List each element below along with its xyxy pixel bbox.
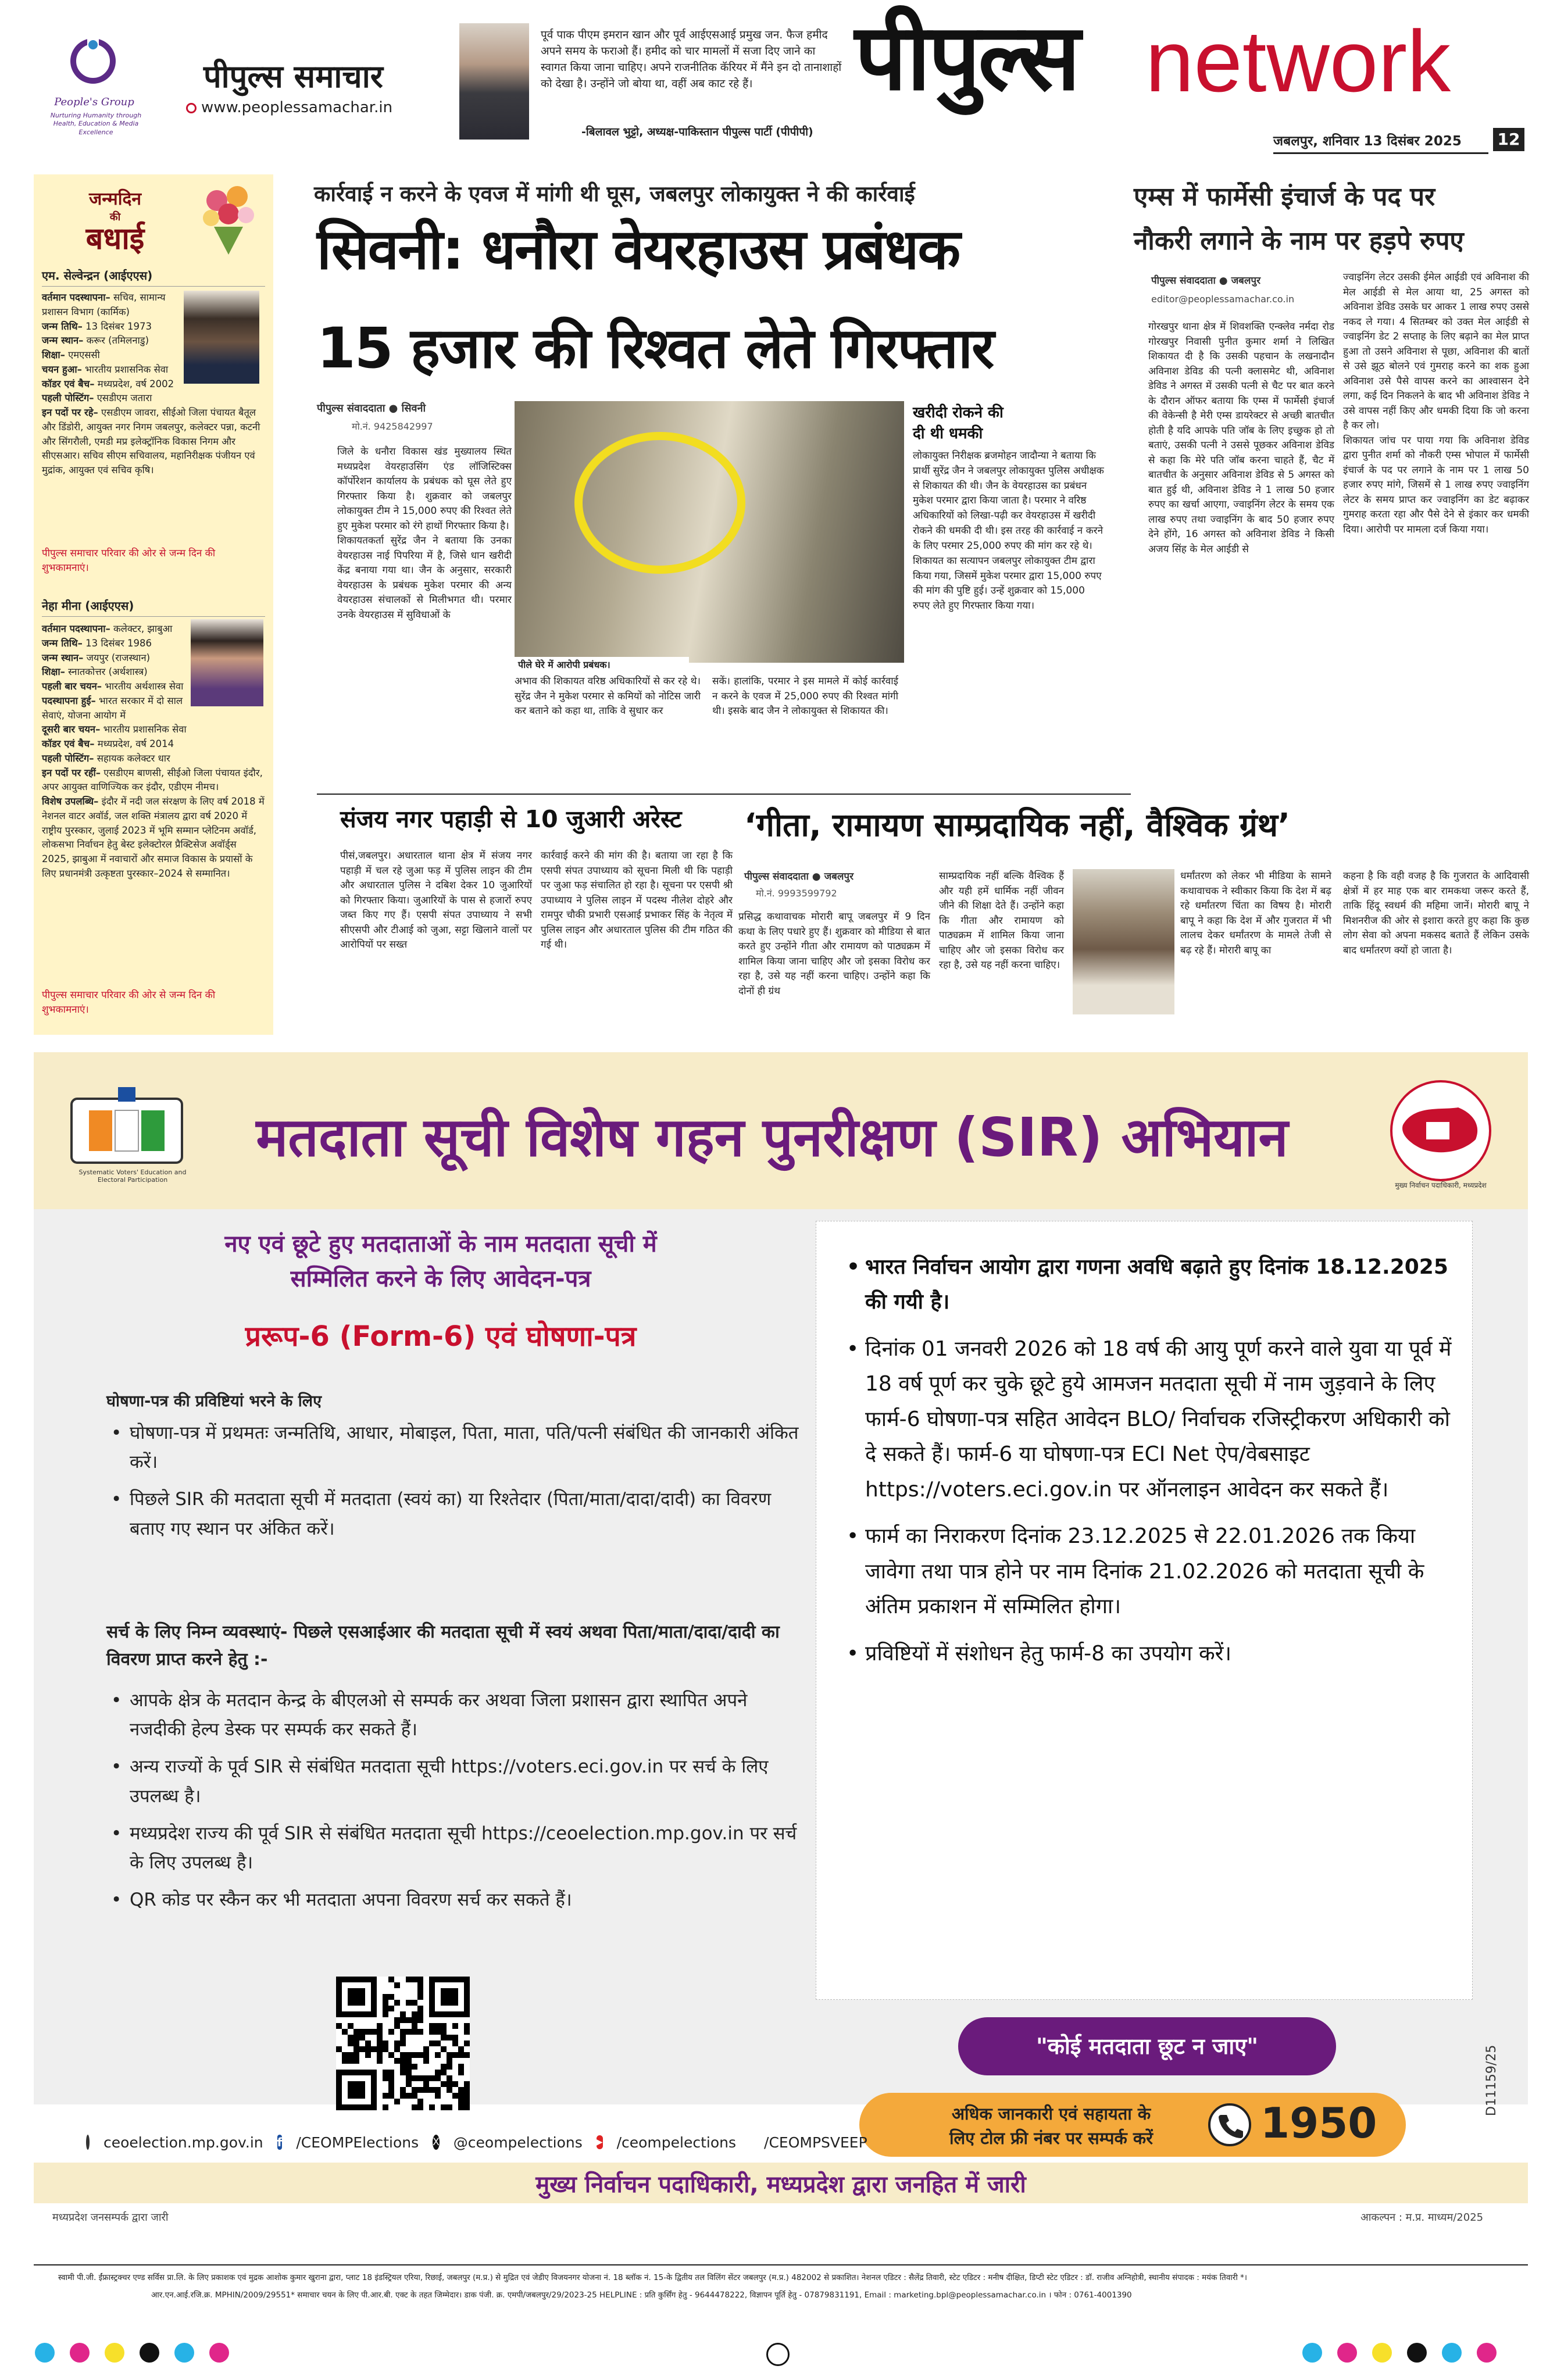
yellow-dot <box>105 2343 124 2363</box>
form-heading-2: सम्मिलित करने के लिए आवेदन-पत्र <box>290 1266 591 1292</box>
cyan-dot <box>174 2343 194 2363</box>
page-number: 12 <box>1493 128 1524 151</box>
person2-divider <box>42 616 265 617</box>
peoples-group-logo <box>64 32 122 90</box>
right-item: • भारत निर्वाचन आयोग द्वारा गणना अवधि बढ़ाते हुए दिनांक 18.12.2025 की गयी है। <box>842 1250 1452 1320</box>
magenta-dot <box>1477 2343 1497 2363</box>
ad-right-footer: आकल्पन : म.प्र. माध्यम/2025 <box>1360 2211 1484 2224</box>
person2-line: पहली पोस्टिंग– सहायक कलेक्टर धार <box>42 752 170 764</box>
lead-col1: जिले के धनौरा विकास खंड मुख्यालय स्थित मध्यप्रदेश वेयरहाउसिंग एंड लॉजिस्टिक्स कॉर्पोरेशन कार्यालय के प्रबंधक को घूस लेते हुए गिरफ्तार किया है। शुक्रवार को जबलपुर लोकायुक्त टीम ने 15,000 रुपए की रिश्वत लेते हुए मुकेश परमार को रंगे हाथों गिरफ्तार किया है। शिकायतकर्ता सुरेंद्र जैन ने बताया कि उनका वेयरहाउस नाई पिपरिया में है, जिसे धान खरीदी केंद्र बनाया गया था। जैन के अनुसार, सरकारी वेयरहाउस के प्रबंधक मुकेश परमार की अन्य वेयरहाउस संचालकों से मिलीभगत थी। परमार उनके वेयरहाउस में सुविधाओं के <box>337 446 512 621</box>
person1-line: वर्तमान पदस्थापना– सचिव, सामान्य प्रशासन विभाग (कार्मिक) <box>42 292 166 317</box>
person1-line: चयन हुआ– भारतीय प्रशासनिक सेवा <box>42 363 169 375</box>
person2-wish: पीपुल्स समाचार परिवार की ओर से जन्म दिन की शुभकामनाएं। <box>42 989 216 1016</box>
person2-line: इन पदों पर रहीं– एसडीएम बाणसी, सीईओ जिला पंचायत इंदौर, अपर आयुक्त वाणिज्यिक कर इंदौर, एडीएम नीमच। <box>42 767 263 793</box>
paper-url-text: www.peoplessamachar.in <box>201 99 393 116</box>
svEEP-logo <box>54 1075 199 1186</box>
person1-divider <box>42 286 265 287</box>
youtube-icon[interactable]: ▶ <box>597 2135 603 2149</box>
x-icon[interactable]: X <box>433 2135 440 2150</box>
search-list <box>106 1686 804 1923</box>
black-dot <box>1407 2343 1427 2363</box>
morari-bapu-photo <box>1073 869 1174 1014</box>
ad-left-footer: मध्यप्रदेश जनसम्पर्क द्वारा जारी <box>52 2211 169 2224</box>
aiims-email: editor@peoplessamachar.co.in <box>1151 294 1295 305</box>
form-heading-1: नए एवं छूटे हुए मतदाताओं के नाम मतदाता सूची में <box>224 1231 657 1257</box>
birthday-heading-3: बधाई <box>85 221 145 256</box>
person2-line: पदस्थापना हुई– भारत सरकार में दो साल सेवाएं, योजना आयोग में <box>42 695 183 721</box>
person2-line: शिक्षा– स्नातकोत्तर (अर्थशास्त्र) <box>42 666 148 678</box>
qr-code-icon <box>336 1977 470 2110</box>
slogan-pill <box>958 2017 1336 2075</box>
aiims-col1: गोरखपुर थाना क्षेत्र में शिवशक्ति एन्क्लेव नर्मदा रोड गोरखपुर निवासी पुनीत कुमार शर्मा ने लिखित शिकायत दी है कि उसकी पहचान के लखनादौन अविनाश डेविड की पत्नी क्लासमेट थी, अविनाश डेविड ने अगस्त में उसकी पत्नी से चैट पर बात करने के दौरान ऑफर बताया कि एम्स में फार्मेसी इंचार्ज की वेकेन्सी है मेरी एम्स डायरेक्टर से अच्छी बातचीत होती है यदि आपके पति जॉब के लिए इच्छुक हो तो बताएं, उसकी पत्नी ने उससे पूछकर अविनाश डेविड से कहा कि मेरे पति जॉब करना चाहते हैं, चैट में बातचीत के अनुसार अविनाश डेविड से 5 अगस्त को बात हुई थी, अविनाश डेविड ने 1 लाख 50 हजार रुपए का खर्चा आएगा, ज्वाइनिंग लेटर के समय एक लाख रुपए तथा ज्वाइनिंग के बाद 50 हजार रुपए देने होंगे, 16 अगस्त को अविनाश डेविड ने किसी अजय सिंह के मेल आईडी से <box>1148 321 1334 555</box>
peoples-group-emblem <box>64 32 122 90</box>
magenta-dot <box>70 2343 90 2363</box>
aiims-headline-2: नौकरी लगाने के नाम पर हड़पे रुपए <box>1134 226 1464 256</box>
masthead-title-hindi: पीपुल्स <box>855 4 1079 111</box>
aiims-headline-1: एम्स में फार्मेसी इंचार्ज के पद पर <box>1134 182 1435 212</box>
cyan-dot <box>1442 2343 1462 2363</box>
person2-line: कॉडर एवं बैच– मध्यप्रदेश, वर्ष 2014 <box>42 738 174 749</box>
birthday-heading-2: की <box>109 211 121 223</box>
dateline: जबलपुर, शनिवार 13 दिसंबर 2025 <box>1273 134 1462 149</box>
right-item: • दिनांक 01 जनवरी 2026 को 18 वर्ष की आयु पूर्ण करने वाले युवा या पूर्व में 18 वर्ष पूर्ण कर चुके छूटे हुये आमजन मतदाता सूची में नाम जुड़वाने के लिए फार्म-6 घोषणा-पत्र सहित आवेदन BLO/ निर्वाचक रजिस्ट्रीकरण अधिकारी को दे सकते हैं। फार्म-6 या घोषणा-पत्र ECI Net ऐप/वेबसाइट https://voters.eci.gov.in पर ऑनलाइन आवेदन कर सकते हैं। <box>842 1332 1452 1507</box>
helpline-number: 1950 <box>1260 2099 1377 2147</box>
slogan-text: "कोई मतदाता छूट न जाए" <box>1035 2034 1259 2059</box>
person2-line: पहली बार चयन– भारतीय अर्थशास्त्र सेवा <box>42 681 184 692</box>
lead-sidebar <box>913 401 1105 762</box>
mp-map-icon <box>1371 1075 1510 1192</box>
person1-wish: पीपुल्स समाचार परिवार की ओर से जन्म दिन की शुभकामनाएं। <box>42 548 216 574</box>
masthead <box>0 0 1557 163</box>
globe-icon[interactable] <box>86 2135 90 2150</box>
search-item: • QR कोड पर स्कैन कर भी मतदाता अपना विवरण सर्च कर सकते हैं। <box>106 1885 804 1914</box>
gambling-col1: पीसं,जबलपुर। अधारताल थाना क्षेत्र में संजय नगर पहाड़ी में चल रहे जुआ फड़ में पुलिस लाइन की टीम और अधारताल पुलिस ने दबिश देकर 10 जुआरियों को गिरफ्तार किया। जुआरियों के पास से हजारों रुपए जब्त किए गए हैं। एसपी संपत उपाध्याय ने सभी सीएसपी और टीआई को जुआ, सट्टा खिलाने वालों पर आरोपियों पर सख्त <box>340 850 532 950</box>
lead-headline-1: सिवनी: धनौरा वेयरहाउस प्रबंधक <box>317 217 960 282</box>
person2-line: जन्म स्थान– जयपुर (राजस्थान) <box>42 652 151 663</box>
lead-photo-caption: पीले घेरे में आरोपी प्रबंधक। <box>515 657 689 672</box>
yellow-dot <box>1372 2343 1392 2363</box>
form-name: प्ररूप-6 (Form-6) एवं घोषणा-पत्र <box>245 1320 637 1353</box>
person2-line: जन्म तिथि– 13 दिसंबर 1986 <box>42 637 152 649</box>
ad-code: D11159/25 <box>1484 2045 1499 2116</box>
social-row <box>86 2128 867 2157</box>
lead-byline: पीपुल्स संवाददाता ● सिवनी <box>317 402 426 414</box>
social-label[interactable]: ceoelection.mp.gov.in <box>103 2134 263 2151</box>
registration-marks-right <box>1267 2343 1547 2366</box>
person1-line: शिक्षा– एमएससी <box>42 349 100 360</box>
lead-photo <box>515 401 904 663</box>
social-label[interactable]: /CEOMPElections <box>296 2134 419 2151</box>
social-label[interactable]: @ceompelections <box>453 2134 583 2151</box>
lead-phone: मो.नं. 9425842997 <box>352 421 433 432</box>
ceo-mp-logo <box>1371 1075 1510 1192</box>
right-item: • फार्म का निराकरण दिनांक 23.12.2025 से 22.01.2026 तक किया जावेगा तथा पात्र होने पर नाम दिनांक 21.02.2026 को मतदाता सूची के अंतिम प्रकाशन में सम्मिलित होगा। <box>842 1519 1452 1624</box>
quote-author: -बिलावल भुट्टो, अध्यक्ष-पाकिस्तान पीपुल्स पार्टी (पीपीपी) <box>581 126 813 138</box>
person2-line: विशेष उपलब्धि– इंदौर में नदी जल संरक्षण के लिए वर्ष 2018 में नेशनल वाटर अवॉर्ड, जल शक्ति मंत्रालय द्वारा वर्ष 2020 में राष्ट्रीय पुरस्कार, जुलाई 2023 में भूमि सम्मान प्लेटिनम अवॉर्ड, लोकसभा निर्वाचन हेतु बेस्ट इलेक्टोरल प्रैक्टिसेज अवॉर्ड्स 2025, झाबुआ में नवाचारों और समाज विकास के प्रयासों के लिए प्रधानमंत्री उत्कृष्टता पुरस्कार–2024 से सम्मानित। <box>42 796 265 879</box>
gita-col4: कहना है कि वही वजह है कि गुजरात के आदिवासी क्षेत्रों में हर माह एक बार रामकथा जरूर करते हैं, ताकि हिंदू स्वधर्म की महिमा जानें। मोरारी बापू ने मिशनरीज की ओर से इशारा करते हुए कहा कि कुछ लोग सेवा को अपना मकसद बताते हैं लेकिन उसके बाद धर्मांतरण क्यों हो जाता है। <box>1343 870 1529 956</box>
imprint-rule <box>34 2264 1528 2265</box>
gambling-headline: संजय नगर पहाड़ी से 10 जुआरी अरेस्ट <box>340 805 682 833</box>
social-label[interactable]: /CEOMPSVEEP <box>764 2134 867 2151</box>
person1-line: जन्म तिथि– 13 दिसंबर 1973 <box>42 320 152 332</box>
person1-line: कॉडर एवं बैच– मध्यप्रदेश, वर्ष 2002 <box>42 378 174 389</box>
decl-item: • घोषणा-पत्र में प्रथमतः जन्मतिथि, आधार, मोबाइल, पिता, माता, पति/पत्नी संबंधित की जानकारी अंकित करें। <box>106 1418 804 1477</box>
issuer-text: मुख्य निर्वाचन पदाधिकारी, मध्यप्रदेश द्वारा जनहित में जारी <box>535 2171 1026 2198</box>
birthday-heading <box>51 186 179 254</box>
gita-col2: साम्प्रदायिक नहीं बल्कि वैश्विक हैं और यही हमें धार्मिक नहीं जीवन जीने की शिक्षा देते हैं। उन्होंने कहा कि गीता और रामायण को पाठ्यक्रम में शामिल किया जाना चाहिए और जो इसका विरोध कर रहा है, उसे यह नहीं करना चाहिए। <box>939 870 1064 971</box>
registration-marks-left <box>0 2343 291 2366</box>
person2-line: दूसरी बार चयन– भारतीय प्रशासनिक सेवा <box>42 724 187 735</box>
ad-title: मतदाता सूची विशेष गहन पुनरीक्षण (SIR) अभियान <box>256 1106 1288 1168</box>
ceo-mp-logo-text: मुख्य निर्वाचन पदाधिकारी, मध्यप्रदेश <box>1395 1181 1487 1189</box>
black-dot <box>140 2343 159 2363</box>
imprint-line2: आर.एन.आई.रजि.क्र. MPHIN/2009/29551* समाचार चयन के लिए पी.आर.बी. एक्ट के तहत जिम्मेदार। डाक पंजी. क्र. एमपी/जबलपुर/29/2023-25 HELPLINE : प्रति कुर्सिंग हेतु - 9644478222, विज्ञापन पूर्ति हेतु - 07879831191, Email : marketing.bpl@peoplessamachar.co.in । फोन : 0761-4001390 <box>151 2290 1132 2300</box>
magenta-dot <box>1337 2343 1357 2363</box>
gita-byline: पीपुल्स संवाददाता ● जबलपुर <box>744 871 854 882</box>
quote-text: पूर्व पाक पीएम इमरान खान और पूर्व आईएसआई प्रमुख जन. फैज हमीद अपने समय के फराओ हैं। हमीद को चार मामलों में सजा दिए जाने का स्वागत किया जाना चाहिए। अपने राजनीतिक कॅरियर में मैंने इन दो तानाशाहों को देखा है। उन्होंने जो बोया था, वहीं अब काट रहे हैं। <box>541 28 842 91</box>
facebook-icon[interactable]: f <box>277 2135 283 2149</box>
person1-line: पहली पोस्टिंग– एसडीएम जतारा <box>42 392 152 404</box>
search-item: • मध्यप्रदेश राज्य की पूर्व SIR से संबंधित मतदाता सूची https://ceoelection.mp.gov.in पर सर्च के लिए उपलब्ध है। <box>106 1819 804 1877</box>
birthday-heading-1: जन्मदिन <box>88 189 142 209</box>
lead-headline-2: 15 हजार की रिश्वत लेते गिरफ्तार <box>317 316 994 381</box>
suspect-highlight-circle <box>515 401 904 663</box>
paper-name: पीपुल्स समाचार <box>203 58 383 95</box>
decl-item: • पिछले SIR की मतदाता सूची में मतदाता (स्वयं का) या रिश्तेदार (पिता/माता/दादा/दादी) का विवरण बताए गए स्थान पर अंकित करें। <box>106 1485 804 1543</box>
person2-name: नेहा मीना (आईएएस) <box>42 599 134 613</box>
masthead-rule <box>1273 152 1488 154</box>
lead-col2: अभाव की शिकायत वरिष्ठ अधिकारियों से कर रहे थे। सुरेंद्र जैन ने मुकेश परमार से कमियों को नोटिस जारी कर बताने को कहा था, ताकि वे सुधार कर <box>515 676 701 717</box>
aiims-byline: पीपुल्स संवाददाता ● जबलपुर <box>1151 275 1261 287</box>
person2-photo <box>191 619 263 706</box>
imprint-line1: स्वामी पी.जी. ईंफ्रास्ट्रक्चर एण्ड सर्विस प्रा.लि. के लिए प्रकाशक एवं मुद्रक आशोक कुमार खुराना द्वारा, प्लाट 18 इंडस्ट्रियल एरिया, रिछाई, जबलपुर (म.प्र.) से मुद्रित एवं जेडीए विजयनगर योजना नं. 18 ब्लॉक नं. 15-के द्वितीय तल विलिंग सेंटर जबलपुर (म.प्र.) 482002 से प्रकाशित। नेशनल एडिटर : सैलेंद्र तिवारी, स्टेट एडिटर : मनीष दीक्षित, डिप्टी स्टेट एडिटर : डॉ. राजीव अग्निहोत्री, स्थानीय संपादक : मयंक तिवारी *। <box>58 2273 1248 2282</box>
social-label[interactable]: /ceompelections <box>616 2134 737 2151</box>
registration-target <box>766 2343 790 2366</box>
birthday-column <box>34 174 273 1035</box>
right-item: • प्रविष्टियों में संशोधन हेतु फार्म-8 का उपयोग करें। <box>842 1636 1452 1671</box>
sir-ad <box>34 1052 1528 2203</box>
gita-col3: धर्मांतरण को लेकर भी मीडिया के सामने कथावाचक ने स्वीकार किया कि देश में बढ़ रहे धर्मांतरण चिंता का विषय है। मोरारी बापू ने कहा कि देश में और गुजरात में भी लालच देकर धर्मांतरण के मामले तेजी से बढ़ रहे हैं। मोरारी बापू का <box>1180 870 1331 956</box>
person1-photo <box>184 291 259 384</box>
svEEP-logo-text: Systematic Voters' Education and Electoral Participation <box>78 1168 187 1184</box>
helpline-text-1: अधिक जानकारी एवं सहायता के <box>951 2104 1151 2124</box>
phone-icon <box>1208 2103 1251 2146</box>
person1-name: एम. सेल्वेन्द्रन (आईएएस) <box>42 269 153 283</box>
search-item: • अन्य राज्यों के पूर्व SIR से संबंधित मतदाता सूची https://voters.eci.gov.in पर सर्च के लिए उपलब्ध है। <box>106 1752 804 1810</box>
helpline-text-2: लिए टोल फ्री नंबर पर सम्पर्क करें <box>949 2128 1154 2148</box>
person2-line: वर्तमान पदस्थापना– कलेक्टर, झाबुआ <box>42 623 173 634</box>
magenta-dot <box>209 2343 229 2363</box>
lead-col3: सकें। हालांकि, परमार ने इस मामले में कोई कार्रवाई न करने के एवज में 25,000 रुपए की रिश्वत मांगी थी। इसके बाद जैन ने लोकायुक्त से शिकायत की। <box>712 676 898 717</box>
search-item: • आपके क्षेत्र के मतदान केन्द्र के बीएलओ से सम्पर्क कर अथवा जिला प्रशासन द्वारा स्थापित अपने नजदीकी हेल्प डेस्क पर सम्पर्क कर सकते हैं। <box>106 1686 804 1744</box>
web-icon <box>186 103 197 113</box>
search-heading: सर्च के लिए निम्न व्यवस्थाएं- पिछले एसआईआर की मतदाता सूची में स्वयं अथवा पिता/माता/दादा/दादी का विवरण प्राप्त करने हेतु :- <box>106 1622 780 1670</box>
gita-phone: मो.नं. 9993599792 <box>756 888 837 899</box>
decl-heading: घोषणा-पत्र की प्रविष्टियां भरने के लिए <box>106 1392 322 1410</box>
right-list <box>842 1250 1452 1679</box>
paper-url <box>186 99 392 116</box>
qr-code[interactable] <box>336 1977 470 2110</box>
decl-list <box>106 1418 804 1552</box>
gambling-col2: कार्रवाई करने की मांग की है। बताया जा रहा है कि एसपी संपत उपाध्याय को सूचना मिली थी कि पहाड़ी पर जुआ फड़ संचालित हो रहा है। सूचना पर एसपी श्री उपाध्याय ने पुलिस लाइन में पदस्थ नीलेश दोहरे और रामपुर चौकी प्रभारी एसआई प्रभाकर सिंह के नेतृत्व में पुलिस लाइन और अधारताल पुलिस की टीम गठित की गई थी। <box>541 850 733 950</box>
cyan-dot <box>1302 2343 1322 2363</box>
person1-line: जन्म स्थान– करूर (तमिलनाडु) <box>42 335 149 346</box>
lead-kicker: कार्रवाई न करने के एवज में मांगी थी घूस, जबलपुर लोकायुक्त ने की कार्रवाई <box>314 181 915 206</box>
cyan-dot <box>35 2343 55 2363</box>
gita-headline: ‘गीता, रामायण साम्प्रदायिक नहीं, वैश्विक ग्रंथ’ <box>744 806 1290 844</box>
group-tagline: People's Group <box>54 96 134 108</box>
sidebar-title-2: दी थी धमकी <box>913 425 983 442</box>
group-subline: Nurturing Humanity through Health, Education & Media Excellence <box>50 112 142 136</box>
lead-bottom-rule <box>317 794 1131 795</box>
quote-photo <box>459 23 529 140</box>
masthead-title-latin: network <box>1145 12 1451 110</box>
sidebar-text: लोकायुक्त निरीक्षक ब्रजमोहन जादौन्या ने बताया कि प्रार्थी सुरेंद्र जैन ने जबलपुर लोकायुक्त पुलिस अधीक्षक से शिकायत की थी। जैन के वेयरहाउस का प्रबंधन मुकेश परमार द्वारा किया जाता है। परमार ने वरिष्ठ अधिकारियों को लिखा-पढ़ी कर वेयरहाउस में खरीदी रोकने की धमकी दी थी। इस तरह की कार्रवाई न करने के लिए परमार 25,000 रुपए की मांग कर रहे थे। शिकायत का सत्यापन जबलपुर लोकायुक्त टीम द्वारा किया गया, जिसमें मुकेश परमार द्वारा 15,000 रुपए की मांग की पुष्टि हुई। उन्हें शुक्रवार को 15,000 रुपए लेते हुए गिरफ्तार किया गया। <box>913 450 1104 612</box>
person1-line: इन पदों पर रहे– एसडीएम जावरा, सीईओ जिला पंचायत बैतूल और डिंडोरी, आयुक्त नगर निगम जबलपुर, कलेक्टर पन्ना, कटनी और सिंगरौली, एमडी मप्र इलेक्ट्रॉनिक विकास निगम और सीएसआर। सचिव सीएम सचिवालय, महानिरीक्षक पंजीयन एवं मुद्रांक, आयुक्त एवं सचिव कृषि। <box>42 407 260 476</box>
sidebar-title-1: खरीदी रोकने की <box>913 404 1004 421</box>
aiims-col2: ज्वाइनिंग लेटर उसकी ईमेल आईडी एवं अविनाश की मेल आईडी से मेल आया था, 25 अगस्त को अविनाश डेविड उसके घर आकर 1 लाख रुपए उससे नकद ले गया। 4 सितम्बर को उक्त मेल आईडी से ज्वाइनिंग डेट 2 सप्ताह के लिए बढ़ाने का मेल प्राप्त हुआ तो उसने अविनाश से पूछा, अविनाश की बातों से उसे झूठ बोलने एवं गुमराह करने का शक हुआ अविनाश उसे पैसे वापस करने का आश्वासन देने लगा, कई दिन निकलने के बाद भी अविनाश डेविड ने उसे वापस नहीं किए और धमकी दिया कि जो करना है कर लो। शिकायत जांच पर पाया गया कि अविनाश डेविड द्वारा पुनीत शर्मा को नौकरी एम्स भोपाल में फार्मेसी इंचार्ज के पद पर लगाने के नाम पर 1 लाख 50 हजार रुपए मांगे, जिसमें से 1 लाख रुपए ज्वाइनिंग लेटर के समय प्राप्त कर ज्वाइनिंग का डेट बढ़ाकर गुमराह करता रहा और पैसे देने से इंकार कर धमकी दिया। आरोपी पर मामला दर्ज किया गया। <box>1343 271 1529 535</box>
flower-bouquet-icon <box>197 180 260 256</box>
gita-col1: प्रसिद्ध कथावाचक मोरारी बापू जबलपुर में 9 दिन कथा के लिए पधारे हुए हैं। शुक्रवार को मीडिया से बात करते हुए उन्होंने गीता और रामायण को पाठ्यक्रम में शामिल किया जाना चाहिए और जो इसका विरोध कर रहा है, उसे यह नहीं करना चाहिए। उन्होंने कहा कि दोनों ही ग्रंथ <box>738 911 930 997</box>
